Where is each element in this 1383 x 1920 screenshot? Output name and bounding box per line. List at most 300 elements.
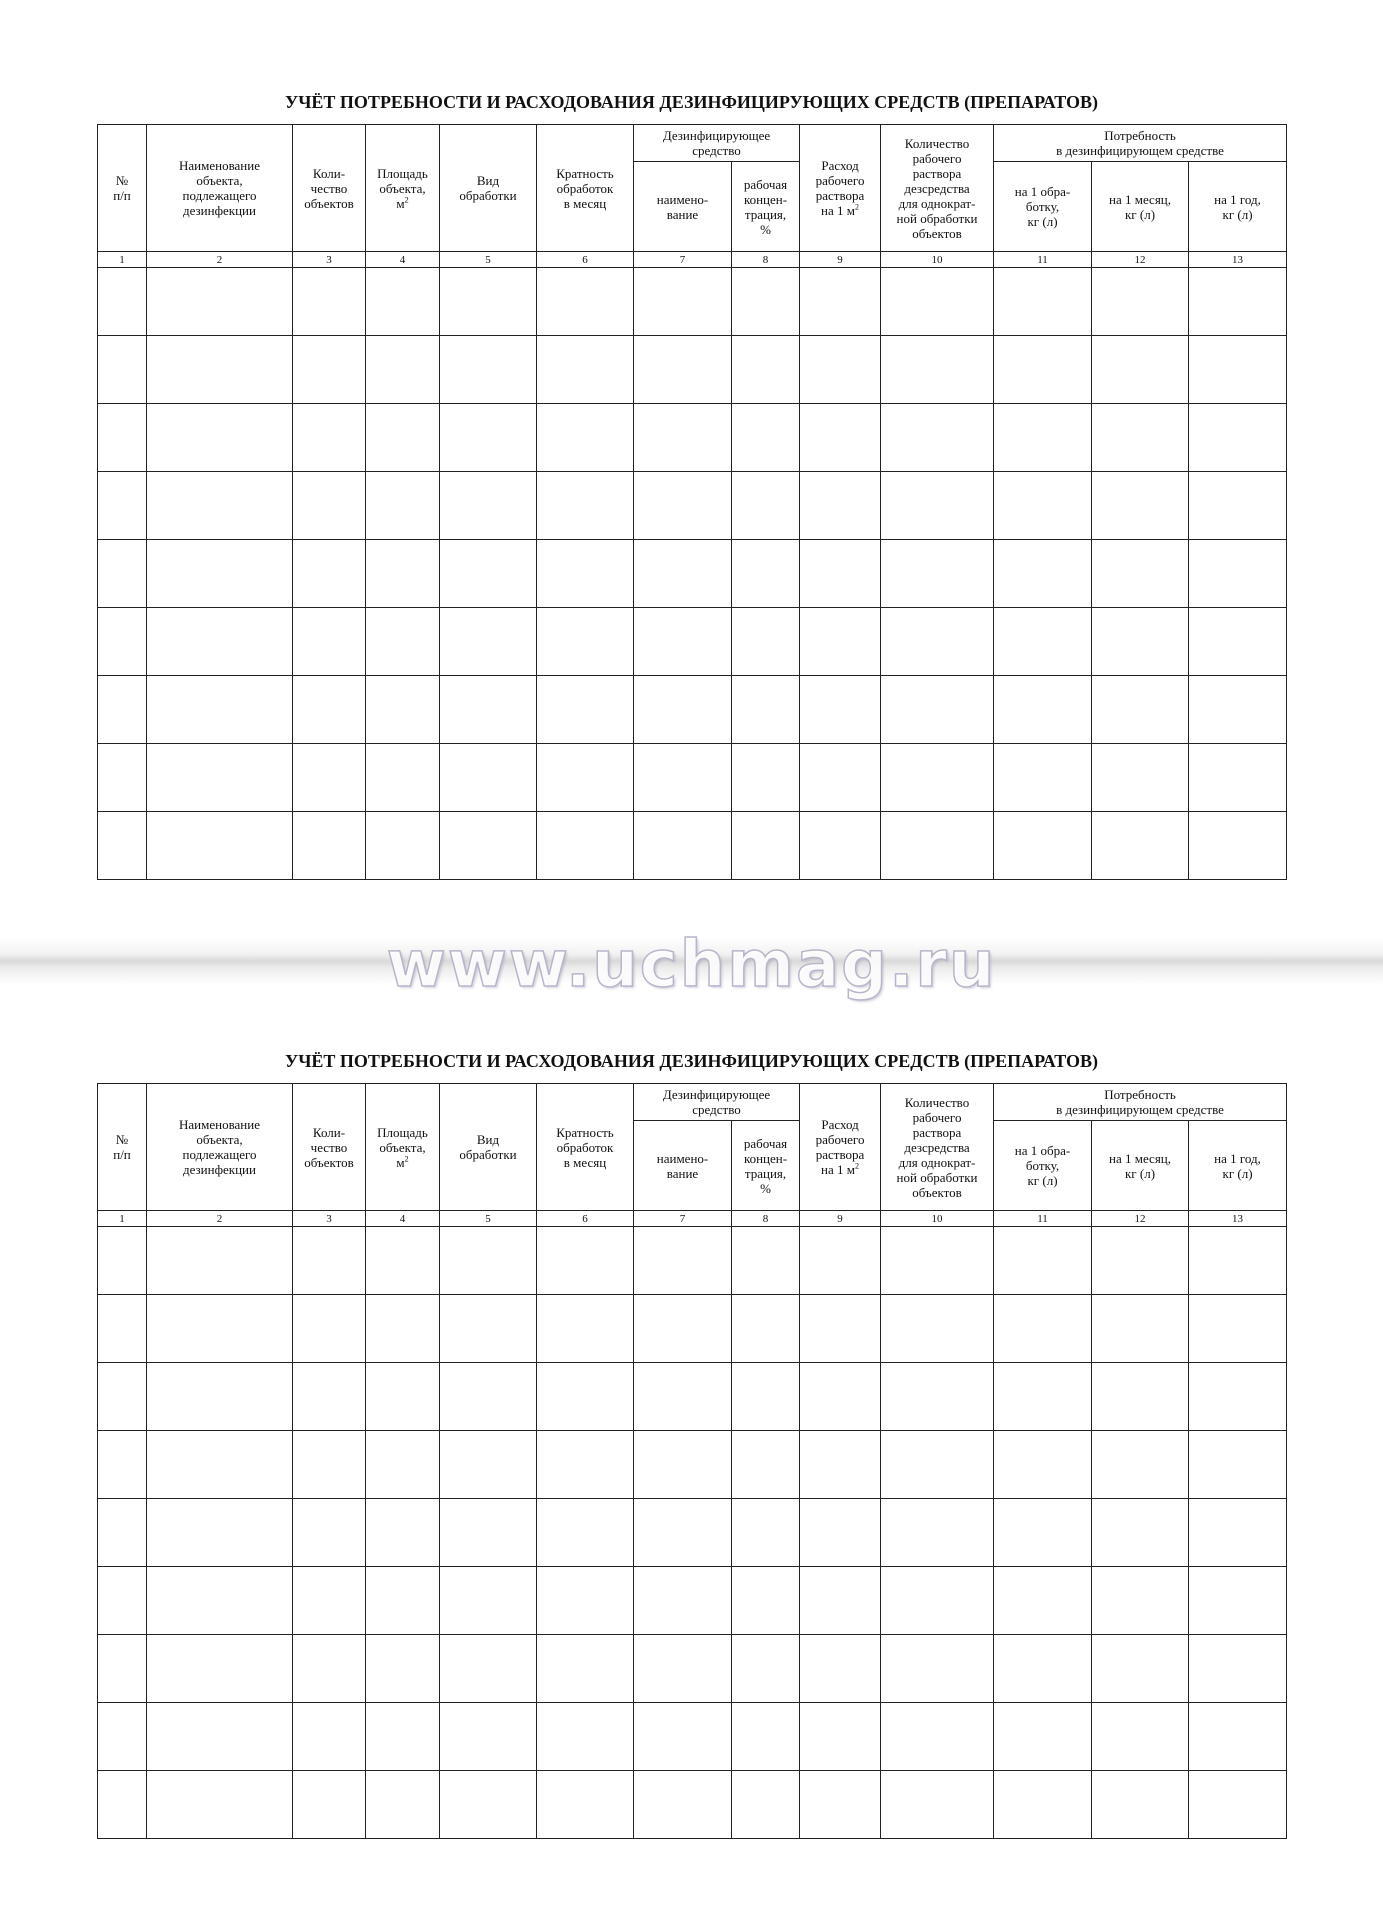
table-row <box>98 268 1287 336</box>
table-cell[interactable] <box>293 1567 366 1635</box>
table-cell[interactable] <box>366 1295 440 1363</box>
table-cell[interactable] <box>366 744 440 812</box>
table-cell[interactable] <box>732 472 800 540</box>
table-cell[interactable] <box>634 676 732 744</box>
table-cell[interactable] <box>994 1363 1092 1431</box>
table-cell[interactable] <box>634 1295 732 1363</box>
table-cell[interactable] <box>98 608 147 676</box>
table-cell[interactable] <box>1092 404 1189 472</box>
table-cell[interactable] <box>634 472 732 540</box>
table-cell[interactable] <box>366 1771 440 1839</box>
table-cell[interactable] <box>440 540 537 608</box>
table-row <box>98 744 1287 812</box>
table-cell[interactable] <box>994 1567 1092 1635</box>
table-cell[interactable] <box>994 268 1092 336</box>
column-number-row <box>98 252 1287 268</box>
table-cell[interactable] <box>1189 1567 1287 1635</box>
table-cell[interactable] <box>147 1567 293 1635</box>
table-cell[interactable] <box>800 1567 881 1635</box>
table-cell[interactable] <box>881 540 994 608</box>
table-cell[interactable] <box>98 540 147 608</box>
table-cell[interactable] <box>1092 1431 1189 1499</box>
table-cell[interactable] <box>881 336 994 404</box>
table-row <box>98 1295 1287 1363</box>
header-need-group: Потребность в дезинфицирующем средстве <box>994 125 1287 162</box>
table-cell[interactable] <box>1092 1771 1189 1839</box>
table-cell[interactable] <box>293 1499 366 1567</box>
table-cell[interactable] <box>440 1431 537 1499</box>
table-cell[interactable] <box>1189 1635 1287 1703</box>
table-cell[interactable] <box>732 1227 800 1295</box>
table-cell[interactable] <box>537 608 634 676</box>
table-cell[interactable] <box>98 1363 147 1431</box>
table-cell[interactable] <box>147 540 293 608</box>
table-cell[interactable] <box>537 1635 634 1703</box>
table-cell[interactable] <box>1189 540 1287 608</box>
table-cell[interactable] <box>440 1295 537 1363</box>
column-number: 10 <box>881 1211 994 1227</box>
header-object-area <box>366 1084 440 1211</box>
table-cell[interactable] <box>366 1431 440 1499</box>
table-cell[interactable] <box>366 1635 440 1703</box>
header-row-group <box>98 1084 1287 1121</box>
table-cell[interactable] <box>366 1363 440 1431</box>
table-cell[interactable] <box>440 1363 537 1431</box>
table-cell[interactable] <box>1189 608 1287 676</box>
header-solution-usage-text: Расход рабочего раствора на 1 м <box>815 1117 865 1177</box>
table-cell[interactable] <box>98 404 147 472</box>
table-cell[interactable] <box>537 1771 634 1839</box>
table-cell[interactable] <box>634 540 732 608</box>
table-cell[interactable] <box>634 1499 732 1567</box>
column-number: 5 <box>440 1211 537 1227</box>
table-cell[interactable] <box>366 540 440 608</box>
table-row <box>98 1431 1287 1499</box>
header-object-area <box>366 125 440 252</box>
header-row-group <box>98 125 1287 162</box>
table-cell[interactable] <box>537 1295 634 1363</box>
table-cell[interactable] <box>881 1703 994 1771</box>
table-cell[interactable] <box>1092 744 1189 812</box>
table-cell[interactable] <box>366 268 440 336</box>
table-cell[interactable] <box>293 1431 366 1499</box>
table-cell[interactable] <box>293 812 366 880</box>
table-row <box>98 1227 1287 1295</box>
table-cell[interactable] <box>800 812 881 880</box>
table-cell[interactable] <box>732 1431 800 1499</box>
table-cell[interactable] <box>366 608 440 676</box>
table-cell[interactable] <box>1092 1635 1189 1703</box>
table-cell[interactable] <box>881 1635 994 1703</box>
table-cell[interactable] <box>293 608 366 676</box>
table-cell[interactable] <box>537 472 634 540</box>
table-cell[interactable] <box>98 1431 147 1499</box>
table-cell[interactable] <box>1092 608 1189 676</box>
table-cell[interactable] <box>800 336 881 404</box>
table-cell[interactable] <box>732 1567 800 1635</box>
table-cell[interactable] <box>98 336 147 404</box>
table-cell[interactable] <box>366 1703 440 1771</box>
disinfectant-table <box>97 124 1287 880</box>
table-cell[interactable] <box>800 1499 881 1567</box>
table-cell[interactable] <box>1092 268 1189 336</box>
table-cell[interactable] <box>147 676 293 744</box>
table-cell[interactable] <box>293 1703 366 1771</box>
header-solution-quantity: Количество рабочего раствора дезсредства для однократ- ной обработки объектов <box>881 125 994 252</box>
header-treatment-type: Вид обработки <box>440 125 537 252</box>
table-cell[interactable] <box>366 676 440 744</box>
table-cell[interactable] <box>366 812 440 880</box>
table-cell[interactable] <box>1092 1703 1189 1771</box>
table-cell[interactable] <box>994 1295 1092 1363</box>
header-num: № п/п <box>98 1084 147 1211</box>
column-number: 6 <box>537 252 634 268</box>
column-number: 9 <box>800 252 881 268</box>
table-cell[interactable] <box>1189 1363 1287 1431</box>
table-cell[interactable] <box>1189 404 1287 472</box>
table-cell[interactable] <box>881 608 994 676</box>
table-cell[interactable] <box>732 1635 800 1703</box>
table-cell[interactable] <box>147 1771 293 1839</box>
table-cell[interactable] <box>634 608 732 676</box>
table-cell[interactable] <box>1092 540 1189 608</box>
table-cell[interactable] <box>147 608 293 676</box>
form-title: УЧЁТ ПОТРЕБНОСТИ И РАСХОДОВАНИЯ ДЕЗИНФИЦИРУЮЩИХ СРЕДСТВ (ПРЕПАРАТОВ) <box>285 1051 1098 1071</box>
table-cell[interactable] <box>732 268 800 336</box>
table-cell[interactable] <box>293 1363 366 1431</box>
table-cell[interactable] <box>147 1295 293 1363</box>
table-cell[interactable] <box>537 336 634 404</box>
table-cell[interactable] <box>634 744 732 812</box>
table-cell[interactable] <box>1189 1703 1287 1771</box>
column-number: 7 <box>634 1211 732 1227</box>
column-number: 11 <box>994 1211 1092 1227</box>
header-need-group: Потребность в дезинфицирующем средстве <box>994 1084 1287 1121</box>
table-cell[interactable] <box>293 540 366 608</box>
table-cell[interactable] <box>634 1431 732 1499</box>
table-cell[interactable] <box>634 812 732 880</box>
column-number: 3 <box>293 1211 366 1227</box>
header-object-name: Наименование объекта, подлежащего дезинфекции <box>147 125 293 252</box>
table-cell[interactable] <box>881 1499 994 1567</box>
table-cell[interactable] <box>98 268 147 336</box>
table-cell[interactable] <box>537 1567 634 1635</box>
table-cell[interactable] <box>800 676 881 744</box>
table-cell[interactable] <box>732 404 800 472</box>
table-cell[interactable] <box>881 472 994 540</box>
table-cell[interactable] <box>1189 1771 1287 1839</box>
header-need-per-year: на 1 год, кг (л) <box>1189 162 1287 252</box>
table-cell[interactable] <box>881 1363 994 1431</box>
table-cell[interactable] <box>98 1703 147 1771</box>
table-row <box>98 676 1287 744</box>
table-cell[interactable] <box>634 1363 732 1431</box>
table-cell[interactable] <box>147 1499 293 1567</box>
table-cell[interactable] <box>98 472 147 540</box>
table-cell[interactable] <box>634 1567 732 1635</box>
table-row <box>98 540 1287 608</box>
table-cell[interactable] <box>1189 1499 1287 1567</box>
table-cell[interactable] <box>800 1635 881 1703</box>
table-cell[interactable] <box>800 540 881 608</box>
table-cell[interactable] <box>1189 336 1287 404</box>
table-cell[interactable] <box>732 1771 800 1839</box>
table-cell[interactable] <box>147 1227 293 1295</box>
form-page-bottom <box>0 960 1383 1920</box>
table-cell[interactable] <box>1189 1295 1287 1363</box>
column-number: 7 <box>634 252 732 268</box>
table-cell[interactable] <box>881 676 994 744</box>
table-cell[interactable] <box>1092 1227 1189 1295</box>
table-cell[interactable] <box>634 336 732 404</box>
column-number: 12 <box>1092 252 1189 268</box>
table-cell[interactable] <box>800 608 881 676</box>
table-cell[interactable] <box>732 608 800 676</box>
table-cell[interactable] <box>366 336 440 404</box>
table-cell[interactable] <box>1092 472 1189 540</box>
column-number: 2 <box>147 1211 293 1227</box>
header-need-per-treatment: на 1 обра- ботку, кг (л) <box>994 162 1092 252</box>
table-cell[interactable] <box>732 1499 800 1567</box>
table-cell[interactable] <box>634 1703 732 1771</box>
table-cell[interactable] <box>147 1431 293 1499</box>
header-object-area-sup: 2 <box>404 195 409 205</box>
table-cell[interactable] <box>98 1295 147 1363</box>
table-cell[interactable] <box>881 1295 994 1363</box>
table-cell[interactable] <box>147 744 293 812</box>
table-cell[interactable] <box>1092 336 1189 404</box>
table-cell[interactable] <box>994 676 1092 744</box>
table-cell[interactable] <box>994 404 1092 472</box>
table-cell[interactable] <box>293 268 366 336</box>
table-cell[interactable] <box>366 404 440 472</box>
table-cell[interactable] <box>1189 812 1287 880</box>
table-cell[interactable] <box>881 404 994 472</box>
header-need-per-month: на 1 месяц, кг (л) <box>1092 162 1189 252</box>
table-cell[interactable] <box>293 744 366 812</box>
table-cell[interactable] <box>732 1703 800 1771</box>
column-number: 2 <box>147 252 293 268</box>
table-cell[interactable] <box>732 540 800 608</box>
table-cell[interactable] <box>147 1703 293 1771</box>
table-cell[interactable] <box>293 1771 366 1839</box>
column-number: 4 <box>366 252 440 268</box>
table-cell[interactable] <box>1092 676 1189 744</box>
table-row <box>98 1635 1287 1703</box>
table-cell[interactable] <box>881 744 994 812</box>
table-cell[interactable] <box>994 1635 1092 1703</box>
table-cell[interactable] <box>537 540 634 608</box>
table-cell[interactable] <box>800 744 881 812</box>
table-cell[interactable] <box>537 1227 634 1295</box>
table-cell[interactable] <box>366 1499 440 1567</box>
table-cell[interactable] <box>293 336 366 404</box>
table-cell[interactable] <box>800 472 881 540</box>
table-cell[interactable] <box>293 404 366 472</box>
table-cell[interactable] <box>366 1567 440 1635</box>
table-row <box>98 1363 1287 1431</box>
table-cell[interactable] <box>537 744 634 812</box>
table-cell[interactable] <box>147 812 293 880</box>
table-cell[interactable] <box>147 1635 293 1703</box>
table-cell[interactable] <box>994 812 1092 880</box>
table-cell[interactable] <box>634 404 732 472</box>
table-cell[interactable] <box>994 336 1092 404</box>
table-cell[interactable] <box>732 812 800 880</box>
table-row <box>98 336 1287 404</box>
table-cell[interactable] <box>537 676 634 744</box>
table-cell[interactable] <box>800 1703 881 1771</box>
table-cell[interactable] <box>881 1771 994 1839</box>
table-cell[interactable] <box>440 676 537 744</box>
table-cell[interactable] <box>147 268 293 336</box>
column-number: 4 <box>366 1211 440 1227</box>
table-cell[interactable] <box>147 1363 293 1431</box>
table-cell[interactable] <box>1092 812 1189 880</box>
table-cell[interactable] <box>881 1227 994 1295</box>
table-cell[interactable] <box>881 268 994 336</box>
header-object-name: Наименование объекта, подлежащего дезинфекции <box>147 1084 293 1211</box>
table-cell[interactable] <box>800 268 881 336</box>
table-cell[interactable] <box>537 268 634 336</box>
table-cell[interactable] <box>994 1431 1092 1499</box>
table-cell[interactable] <box>1189 268 1287 336</box>
table-cell[interactable] <box>293 1227 366 1295</box>
column-number: 9 <box>800 1211 881 1227</box>
header-solution-usage-text: Расход рабочего раствора на 1 м <box>815 158 865 218</box>
table-cell[interactable] <box>440 1703 537 1771</box>
table-row <box>98 1771 1287 1839</box>
table-cell[interactable] <box>732 676 800 744</box>
table-cell[interactable] <box>440 1499 537 1567</box>
header-need-per-treatment: на 1 обра- ботку, кг (л) <box>994 1121 1092 1211</box>
table-cell[interactable] <box>366 1227 440 1295</box>
table-row <box>98 404 1287 472</box>
table-cell[interactable] <box>98 1635 147 1703</box>
table-row <box>98 1499 1287 1567</box>
table-row <box>98 1567 1287 1635</box>
table-cell[interactable] <box>800 1295 881 1363</box>
table-cell[interactable] <box>1092 1499 1189 1567</box>
table-cell[interactable] <box>98 1227 147 1295</box>
table-cell[interactable] <box>994 744 1092 812</box>
table-cell[interactable] <box>732 1295 800 1363</box>
table-cell[interactable] <box>1189 676 1287 744</box>
table-cell[interactable] <box>1092 1567 1189 1635</box>
header-need-per-month: на 1 месяц, кг (л) <box>1092 1121 1189 1211</box>
table-row <box>98 812 1287 880</box>
table-cell[interactable] <box>994 1499 1092 1567</box>
table-cell[interactable] <box>147 472 293 540</box>
table-cell[interactable] <box>1189 744 1287 812</box>
table-cell[interactable] <box>440 1771 537 1839</box>
header-solution-usage-sup: 2 <box>855 202 859 212</box>
table-cell[interactable] <box>1092 1295 1189 1363</box>
table-cell[interactable] <box>98 1567 147 1635</box>
table-cell[interactable] <box>881 1567 994 1635</box>
column-number: 1 <box>98 1211 147 1227</box>
table-cell[interactable] <box>537 1499 634 1567</box>
form-title: УЧЁТ ПОТРЕБНОСТИ И РАСХОДОВАНИЯ ДЕЗИНФИЦИРУЮЩИХ СРЕДСТВ (ПРЕПАРАТОВ) <box>285 92 1098 112</box>
table-cell[interactable] <box>440 472 537 540</box>
table-cell[interactable] <box>1189 1227 1287 1295</box>
table-cell[interactable] <box>293 676 366 744</box>
table-cell[interactable] <box>634 1771 732 1839</box>
table-cell[interactable] <box>147 336 293 404</box>
table-cell[interactable] <box>1092 1363 1189 1431</box>
header-disinfectant-name: наимено- вание <box>634 162 732 252</box>
column-number: 11 <box>994 252 1092 268</box>
table-cell[interactable] <box>440 608 537 676</box>
table-cell[interactable] <box>440 268 537 336</box>
table-cell[interactable] <box>994 472 1092 540</box>
table-cell[interactable] <box>537 1363 634 1431</box>
table-cell[interactable] <box>800 1363 881 1431</box>
table-cell[interactable] <box>881 1431 994 1499</box>
table-cell[interactable] <box>98 744 147 812</box>
header-object-area-sup: 2 <box>404 1154 409 1164</box>
table-cell[interactable] <box>800 1227 881 1295</box>
table-cell[interactable] <box>440 1567 537 1635</box>
table-cell[interactable] <box>293 1635 366 1703</box>
header-treatment-frequency: Кратность обработок в месяц <box>537 125 634 252</box>
header-treatment-frequency: Кратность обработок в месяц <box>537 1084 634 1211</box>
table-cell[interactable] <box>994 1771 1092 1839</box>
table-cell[interactable] <box>732 1363 800 1431</box>
table-cell[interactable] <box>800 404 881 472</box>
table-cell[interactable] <box>881 812 994 880</box>
table-cell[interactable] <box>440 1227 537 1295</box>
table-cell[interactable] <box>994 608 1092 676</box>
table-cell[interactable] <box>440 404 537 472</box>
table-row <box>98 608 1287 676</box>
table-cell[interactable] <box>98 1499 147 1567</box>
table-cell[interactable] <box>440 336 537 404</box>
table-cell[interactable] <box>800 1771 881 1839</box>
table-cell[interactable] <box>147 404 293 472</box>
table-cell[interactable] <box>994 540 1092 608</box>
table-cell[interactable] <box>634 1635 732 1703</box>
header-object-count: Коли- чество объектов <box>293 125 366 252</box>
table-cell[interactable] <box>537 1703 634 1771</box>
column-number: 8 <box>732 1211 800 1227</box>
table-cell[interactable] <box>994 1227 1092 1295</box>
table-cell[interactable] <box>800 1431 881 1499</box>
table-cell[interactable] <box>634 268 732 336</box>
table-cell[interactable] <box>293 1295 366 1363</box>
table-cell[interactable] <box>994 1703 1092 1771</box>
column-number: 3 <box>293 252 366 268</box>
table-cell[interactable] <box>293 472 366 540</box>
table-cell[interactable] <box>1189 472 1287 540</box>
table-cell[interactable] <box>537 812 634 880</box>
table-cell[interactable] <box>98 812 147 880</box>
header-object-area-text: Площадь объекта, м <box>377 165 428 211</box>
table-cell[interactable] <box>537 1431 634 1499</box>
table-cell[interactable] <box>537 404 634 472</box>
header-disinfectant-group: Дезинфицирующее средство <box>634 125 800 162</box>
table-cell[interactable] <box>732 336 800 404</box>
table-cell[interactable] <box>634 1227 732 1295</box>
table-cell[interactable] <box>1189 1431 1287 1499</box>
table-cell[interactable] <box>440 744 537 812</box>
table-cell[interactable] <box>98 676 147 744</box>
table-cell[interactable] <box>440 1635 537 1703</box>
table-cell[interactable] <box>366 472 440 540</box>
table-cell[interactable] <box>98 1771 147 1839</box>
table-cell[interactable] <box>732 744 800 812</box>
table-cell[interactable] <box>440 812 537 880</box>
